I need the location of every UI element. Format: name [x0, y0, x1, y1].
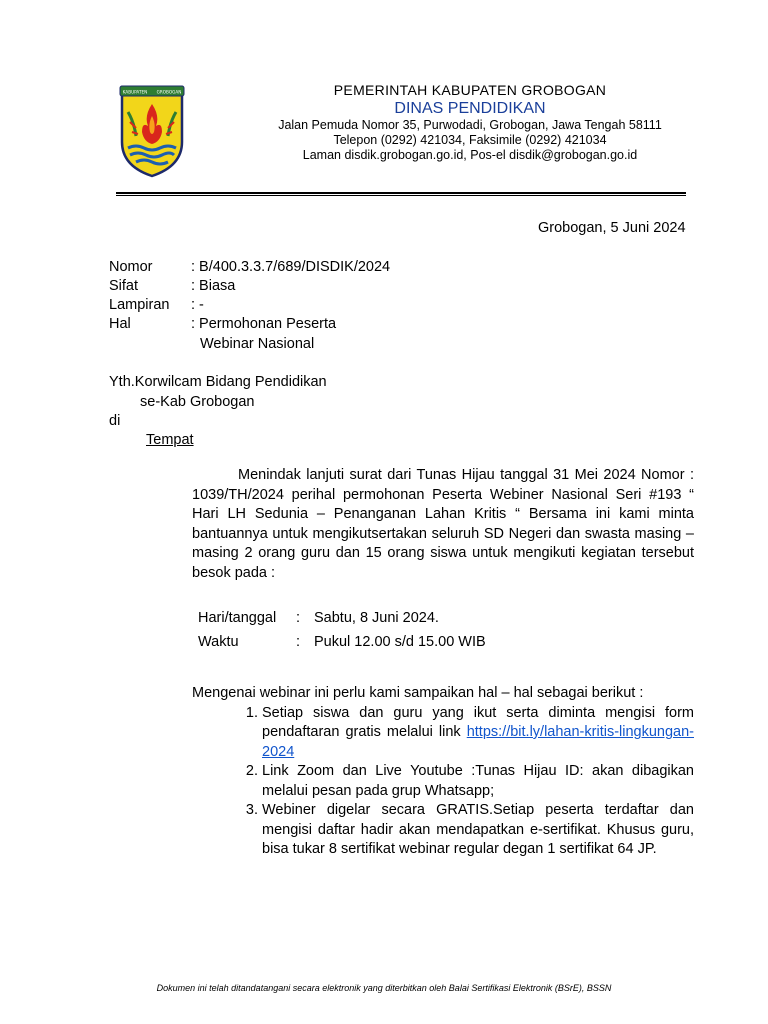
government-name: PEMERINTAH KABUPATEN GROBOGAN: [333, 82, 607, 98]
schedule-row-time: [198, 633, 486, 652]
meta-row-nature: [109, 277, 235, 297]
meta-value: : Permohonan Peserta: [191, 316, 337, 332]
meta-label: Hal: [109, 316, 131, 332]
meta-label: Nomor: [109, 259, 153, 275]
list-item: 2. Link Zoom dan Live Youtube :Tunas Hijau ID: akan dibagikan melalui pesan pada grup Whatsapp;: [262, 762, 694, 801]
notes-list: [192, 704, 694, 860]
body-paragraph: [192, 466, 694, 583]
meta-value: : Biasa: [191, 278, 236, 294]
office-address: Jalan Pemuda Nomor 35, Purwodadi, Grobogan, Jawa Tengah 58111: [278, 118, 662, 132]
notes-intro: Mengenai webinar ini perlu kami sampaikan hal – hal sebagai berikut :: [192, 685, 644, 701]
meta-label: Sifat: [109, 278, 139, 294]
department-name: DINAS PENDIDIKAN: [394, 100, 546, 117]
list-item: [262, 704, 694, 763]
body-text: Menindak lanjuti surat dari Tunas Hijau tanggal 31 Mei 2024 Nomor : 1039/TH/2024 perihal permohonan Peserta Webiner Nasional Seri #193 “ Hari LH Sedunia – Penanganan Lahan Kritis “ Bersama ini kami minta bantuannya untuk mengikutsertakan seluruh SD Negeri dan swasta masing – masing 2 orang guru dan 15 orang siswa untuk mengikuti kegiatan tersebut besok pada :: [192, 467, 694, 581]
meta-row-number: [109, 258, 390, 278]
recipient-line1: Yth.Korwilcam Bidang Pendidikan: [109, 374, 327, 390]
schedule-row-date: [198, 609, 439, 628]
letterhead: [270, 82, 670, 163]
office-phone: Telepon (0292) 421034, Faksimile (0292) 421034: [333, 133, 607, 147]
schedule-value: Sabtu, 8 Juni 2024.: [314, 610, 439, 626]
subject-continuation: Webinar Nasional: [200, 336, 315, 352]
meta-row-subject: [109, 315, 336, 335]
registration-link[interactable]: https://bit.ly/lahan-kritis-lingkungan-2024: [262, 724, 694, 760]
meta-row-attachment: [109, 296, 204, 316]
schedule-colon: :: [296, 634, 301, 650]
schedule-colon: :: [296, 610, 301, 626]
crest-banner-left: KABUPATEN: [122, 89, 148, 95]
recipient-line2: se-Kab Grobogan: [140, 394, 255, 410]
meta-value: : -: [191, 297, 204, 313]
regency-crest-icon: [118, 82, 186, 178]
schedule-value: Pukul 12.00 s/d 15.00 WIB: [314, 634, 486, 650]
meta-value: : B/400.3.3.7/689/DISDIK/2024: [191, 259, 391, 275]
e-signature-footer: Dokumen ini telah ditandatangani secara elektronik yang diterbitkan oleh Balai Sertifikasi Elektronik (BSrE), BSSN: [156, 983, 612, 993]
recipient-di: di: [109, 413, 121, 429]
meta-label: Lampiran: [109, 297, 170, 313]
office-web: Laman disdik.grobogan.go.id, Pos-el disdik@grobogan.go.id: [302, 148, 638, 162]
letterhead-rule: [116, 192, 686, 194]
schedule-label: Waktu: [198, 634, 239, 650]
letter-date: Grobogan, 5 Juni 2024: [538, 220, 686, 236]
schedule-label: Hari/tanggal: [198, 610, 277, 626]
letterhead-rule-thin: [116, 195, 686, 196]
list-item: 3. Webiner digelar secara GRATIS.Setiap peserta terdaftar dan mengisi daftar hadir akan mendapatkan e-sertifikat. Khusus guru, bisa tukar 8 sertifikat webinar regular degan 1 sertifikat 64 JP.: [262, 801, 694, 860]
recipient-place: Tempat: [146, 432, 194, 448]
crest-banner-right: GROBOGAN: [156, 89, 182, 95]
list-item-text: Setiap siswa dan guru yang ikut serta diminta mengisi form pendaftaran gratis melalui link: [262, 704, 694, 740]
notes-section: [192, 684, 694, 860]
